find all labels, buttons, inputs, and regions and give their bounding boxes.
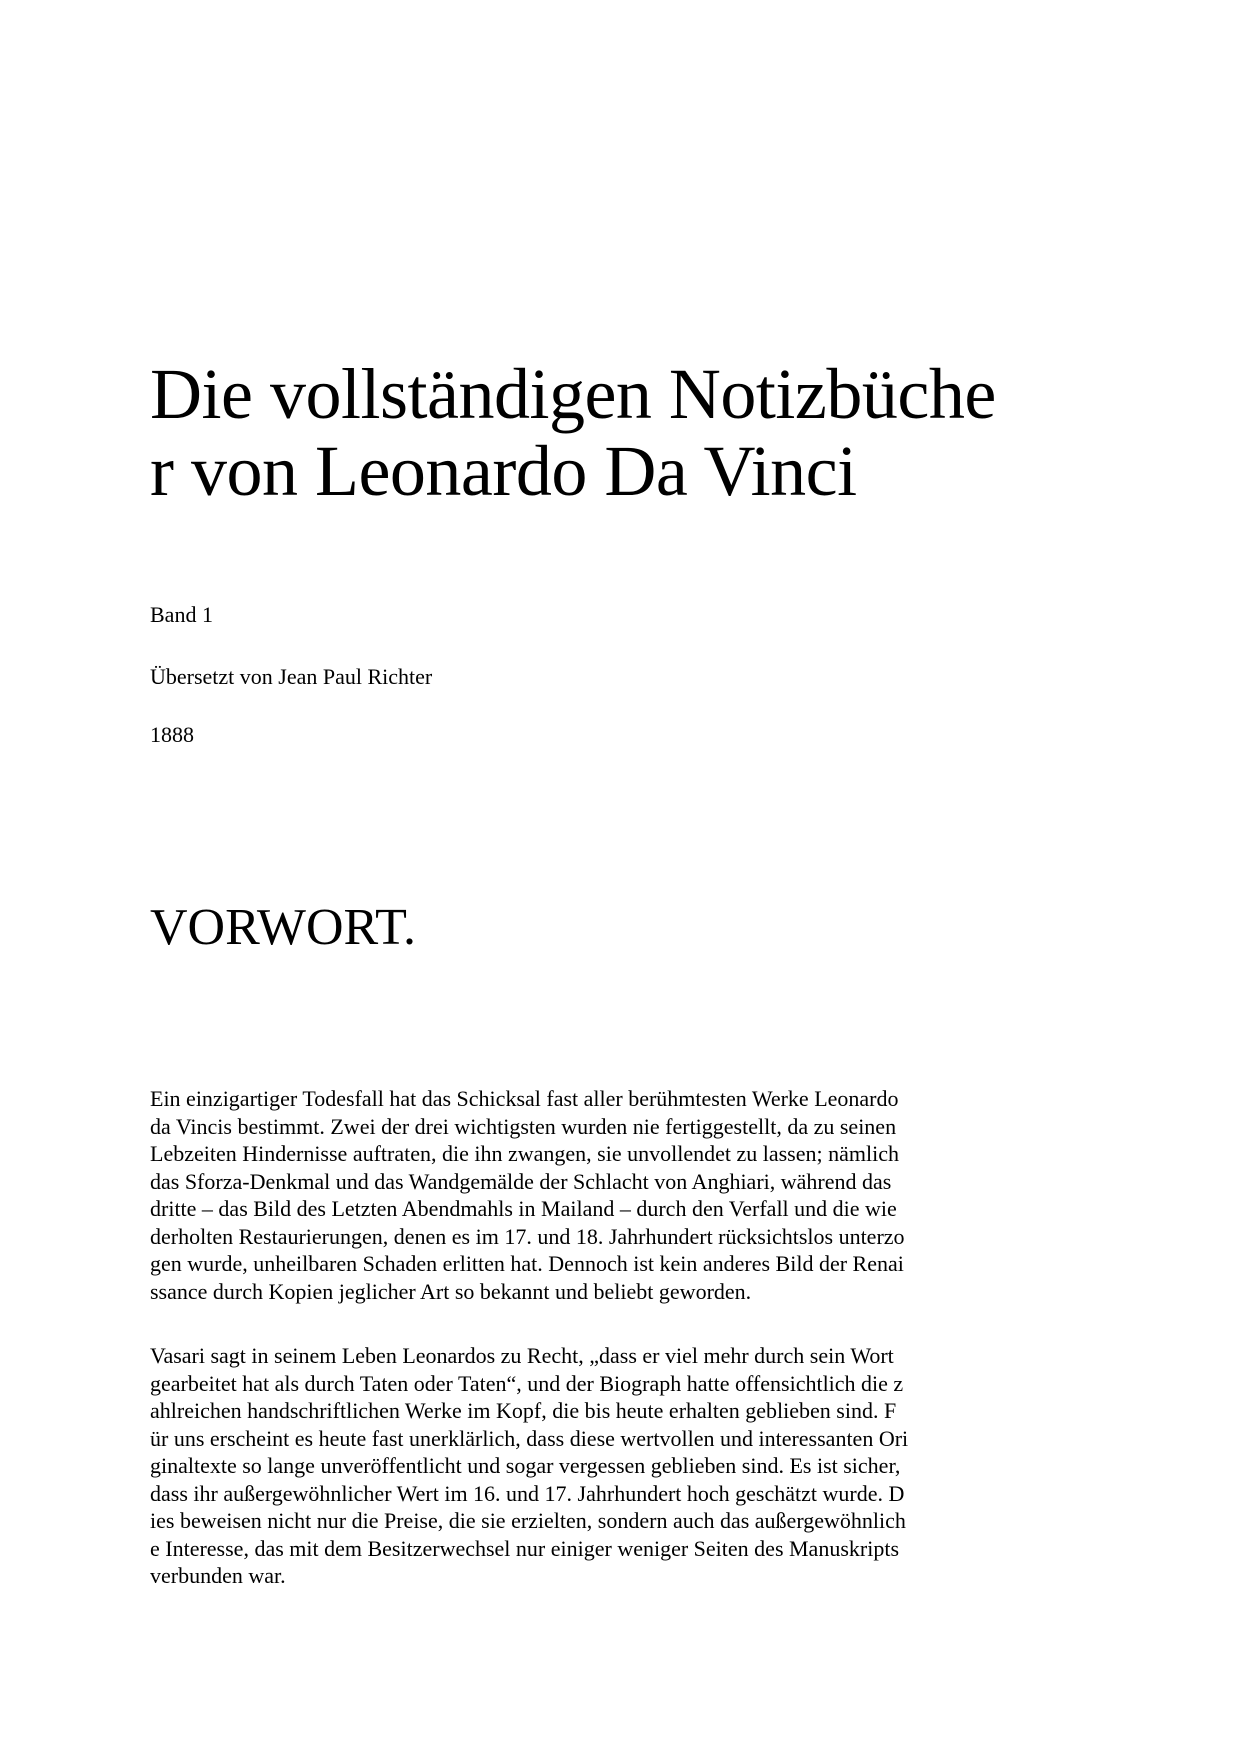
paragraph-line: dass ihr außergewöhnlicher Wert im 16. und 17. Jahrhundert hoch geschätzt wurde. D: [150, 1480, 905, 1506]
paragraph-line: gearbeitet hat als durch Taten oder Taten“, und der Biograph hatte offensichtlich die z: [150, 1370, 904, 1396]
section-heading-preface: VORWORT.: [150, 899, 417, 956]
document-title: [150, 356, 1050, 510]
paragraph-line: ssance durch Kopien jeglicher Art so bekannt und beliebt geworden.: [150, 1278, 752, 1304]
title-line: Die vollständigen Notizbüche: [150, 354, 996, 434]
paragraph-line: dritte – das Bild des Letzten Abendmahls in Mailand – durch den Verfall und die wie: [150, 1196, 897, 1221]
volume-label: Band 1: [150, 602, 213, 627]
translator-credit: Übersetzt von Jean Paul Richter: [150, 664, 433, 689]
paragraph-line: Ein einzigartiger Todesfall hat das Schicksal fast aller berühmtesten Werke Leonardo: [150, 1086, 899, 1111]
paragraph-line: das Sforza-Denkmal und das Wandgemälde der Schlacht von Anghiari, während das: [150, 1168, 892, 1194]
paragraph-line: ür uns erscheint es heute fast unerklärlich, dass diese wertvollen und interessanten Ori: [150, 1425, 909, 1451]
paragraph-line: ginaltexte so lange unveröffentlicht und sogar vergessen geblieben sind. Es ist sicher,: [150, 1453, 901, 1478]
publication-year: 1888: [150, 722, 194, 747]
paragraph-line: derholten Restaurierungen, denen es im 17. und 18. Jahrhundert rücksichtslos unterzo: [150, 1223, 905, 1249]
paragraph-line: gen wurde, unheilbaren Schaden erlitten hat. Dennoch ist kein anderes Bild der Renai: [150, 1251, 904, 1276]
paragraph-line: ahlreichen handschriftlichen Werke im Kopf, die bis heute erhalten geblieben sind. F: [150, 1398, 897, 1423]
paragraph: [150, 1085, 1050, 1305]
paragraph: [150, 1342, 1050, 1590]
paragraph-line: da Vincis bestimmt. Zwei der drei wichtigsten wurden nie fertiggestellt, da zu seinen: [150, 1113, 897, 1139]
paragraph-line: e Interesse, das mit dem Besitzerwechsel nur einiger weniger Seiten des Manuskripts: [150, 1535, 899, 1561]
paragraph-line: Lebzeiten Hindernisse auftraten, die ihn zwangen, sie unvollendet zu lassen; nämlich: [150, 1141, 899, 1166]
paragraph-line: Vasari sagt in seinem Leben Leonardos zu Recht, „dass er viel mehr durch sein Wort: [150, 1343, 894, 1368]
paragraph-line: ies beweisen nicht nur die Preise, die sie erzielten, sondern auch das außergewöhnlich: [150, 1508, 906, 1533]
title-line: r von Leonardo Da Vinci: [150, 431, 857, 511]
paragraph-line: verbunden war.: [150, 1563, 286, 1588]
